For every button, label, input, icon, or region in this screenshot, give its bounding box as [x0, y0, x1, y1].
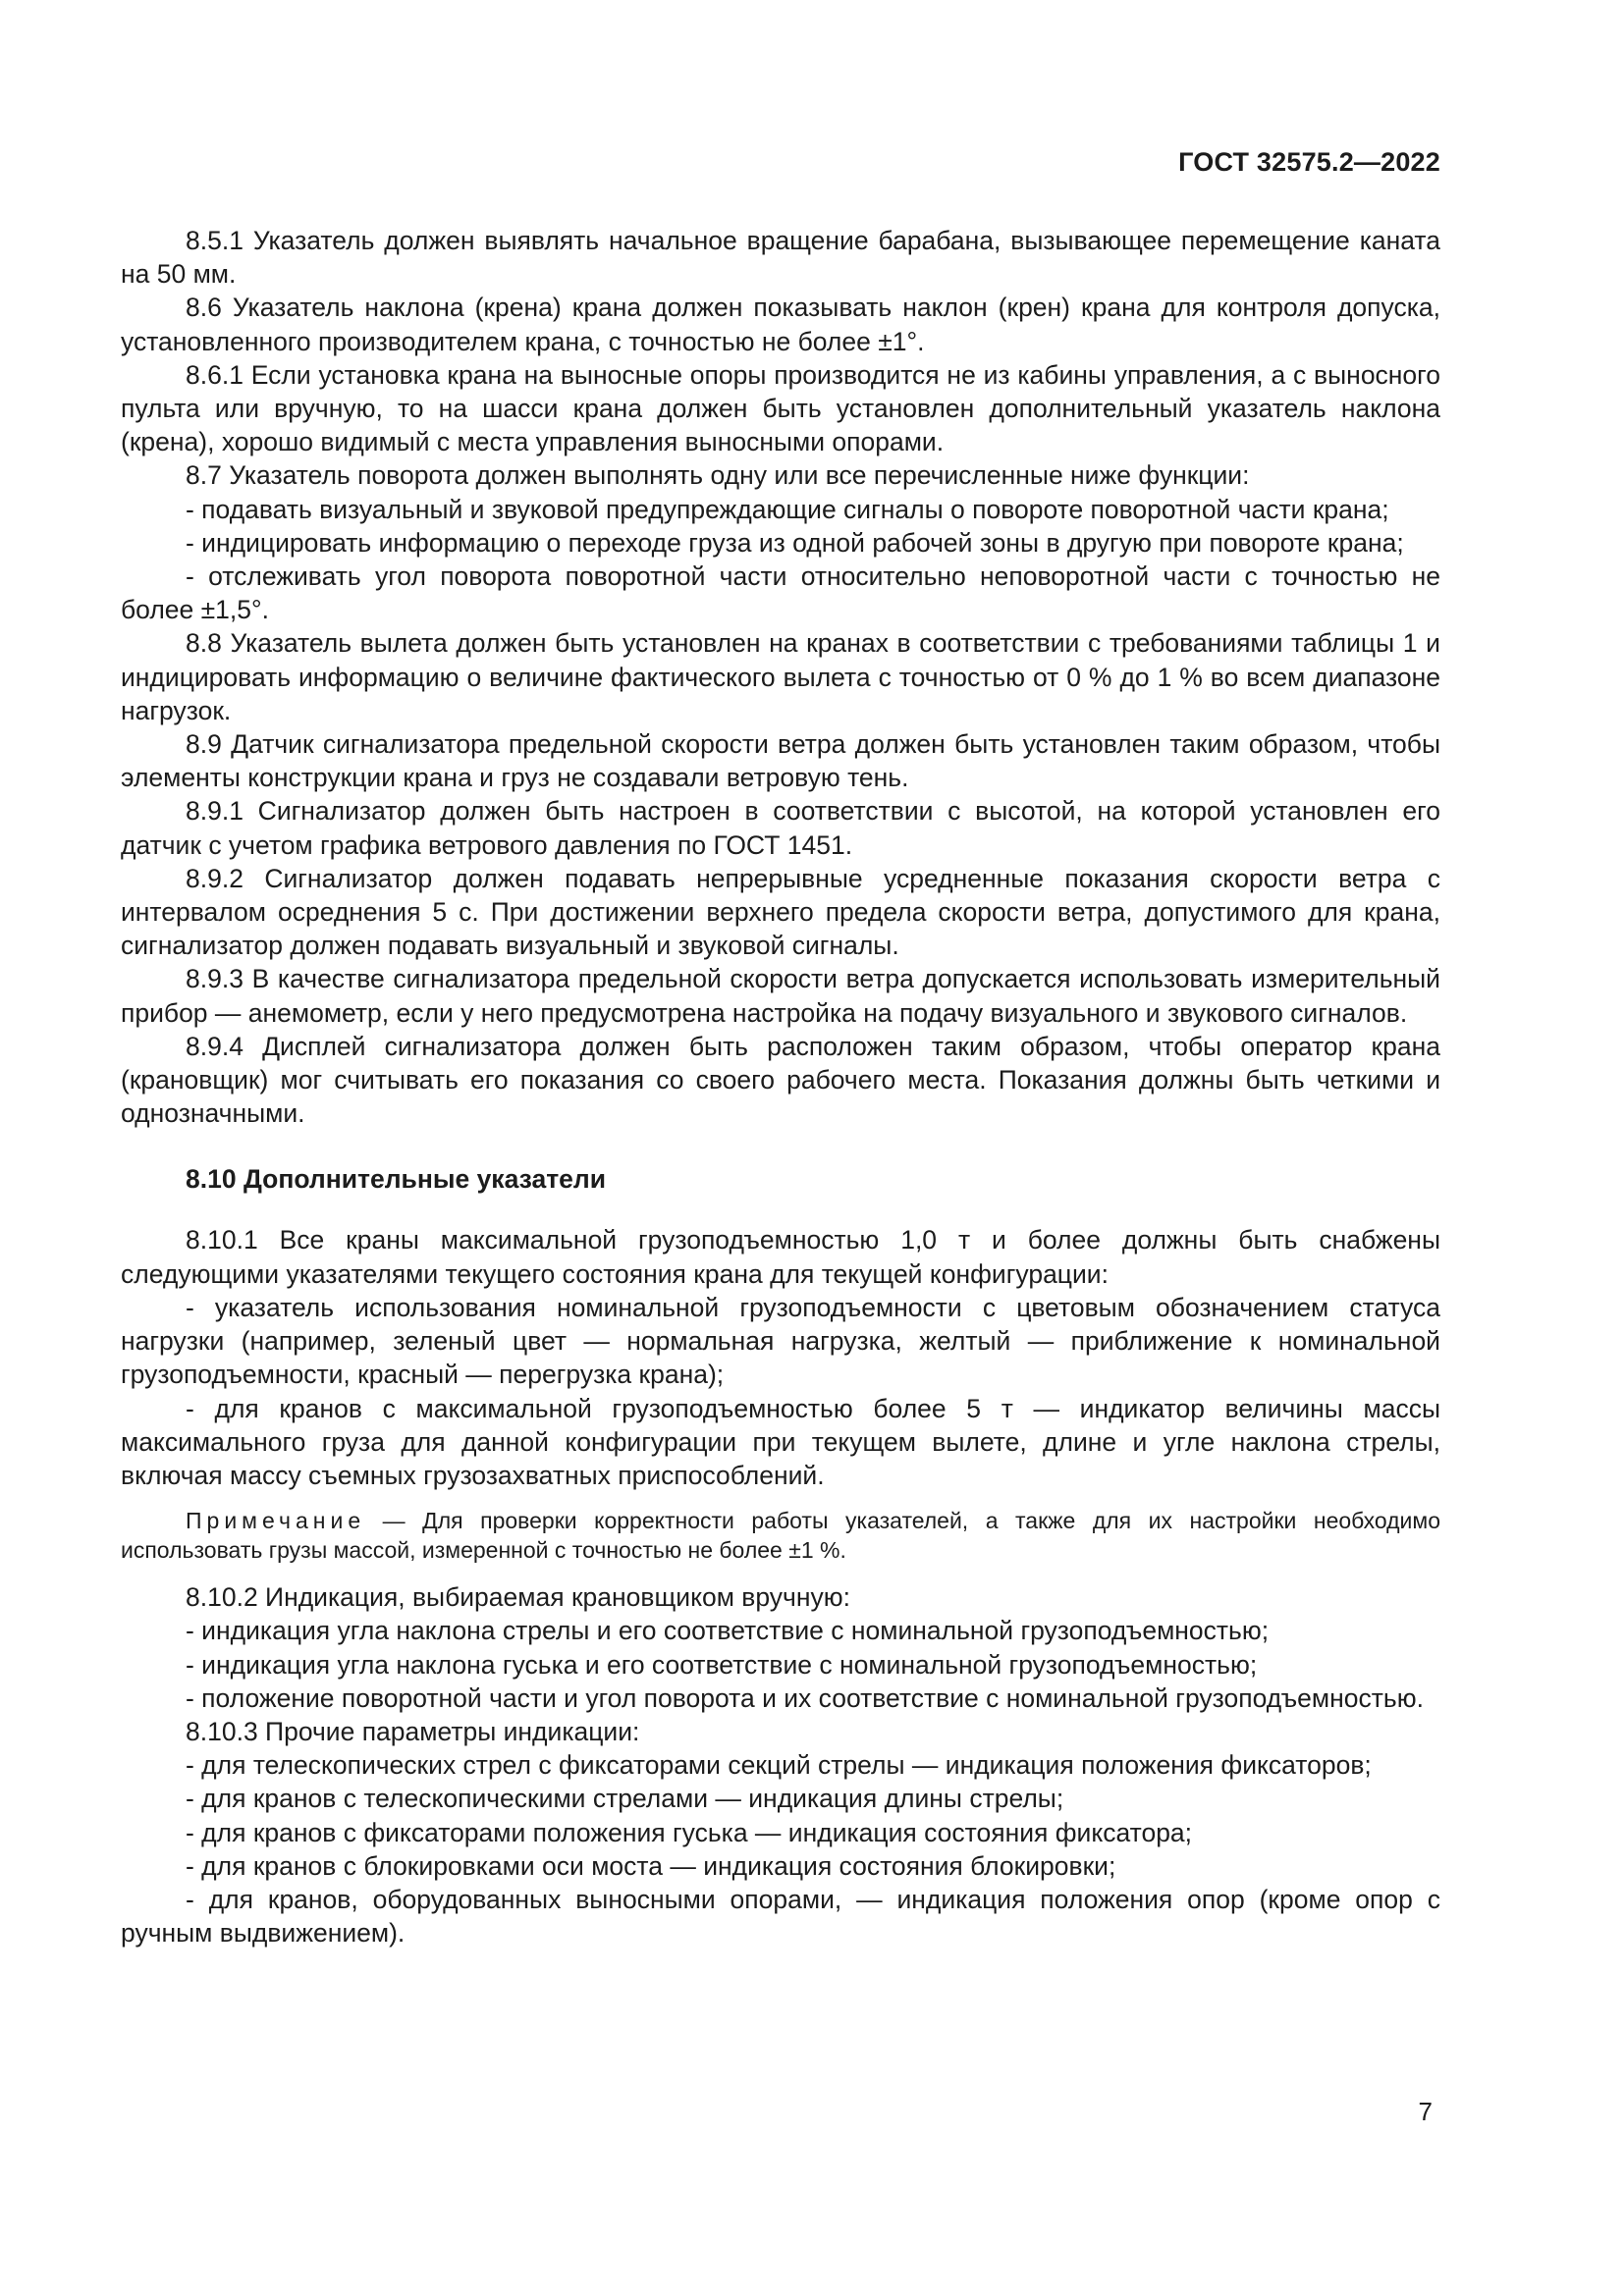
paragraph-8-10-1: 8.10.1 Все краны максимальной грузоподъемностью 1,0 т и более должны быть снабжены следующими указателями текущего состояния крана для текущей конфигурации: — [121, 1225, 1440, 1289]
list-item: - индикация угла наклона стрелы и его соответствие с номинальной грузоподъемностью; — [186, 1616, 1270, 1646]
list-item: - подавать визуальный и звуковой предупреждающие сигналы о повороте поворотной части крана; — [186, 494, 1389, 524]
standard-header: ГОСТ 32575.2—2022 — [1178, 147, 1440, 177]
list-item: - для кранов с блокировками оси моста — индикация состояния блокировки; — [186, 1850, 1116, 1881]
paragraph-8-5-1: 8.5.1 Указатель должен выявлять начальное вращение барабана, вызывающее перемещение каната на 50 мм. — [121, 226, 1440, 290]
list-item: - указатель использования номинальной грузоподъемности с цветовым обозначением статуса нагрузки (например, зеленый цвет — нормальная нагрузка, желтый — приближение к номинальной грузоподъемности, красный — перегрузка крана); — [121, 1292, 1440, 1390]
paragraph-8-10-2: 8.10.2 Индикация, выбираемая крановщиком вручную: — [186, 1582, 850, 1613]
paragraph-8-10-3: 8.10.3 Прочие параметры индикации: — [186, 1716, 640, 1746]
list-item: - для кранов с телескопическими стрелами — индикация длины стрелы; — [186, 1784, 1064, 1814]
paragraph-8-8: 8.8 Указатель вылета должен быть установлен на кранах в соответствии с требованиями таблицы 1 и индицировать информацию о величине фактического вылета с точностью от 0 % до 1 % во всем диапазоне нагрузок. — [121, 628, 1440, 725]
paragraph-8-7: 8.7 Указатель поворота должен выполнять одну или все перечисленные ниже функции: — [186, 460, 1250, 491]
note-label: Примечание — [186, 1508, 366, 1534]
list-item: - для кранов с фиксаторами положения гуська — индикация состояния фиксатора; — [186, 1817, 1193, 1847]
paragraph-8-9-4: 8.9.4 Дисплей сигнализатора должен быть расположен таким образом, чтобы оператор крана (крановщик) мог считывать его показания со своего рабочего места. Показания должны быть четкими и однозначными. — [121, 1031, 1440, 1129]
list-item: - индицировать информацию о переходе груза из одной рабочей зоны в другую при повороте крана; — [186, 527, 1404, 558]
page-number: 7 — [1418, 2097, 1433, 2126]
paragraph-8-9-1: 8.9.1 Сигнализатор должен быть настроен в соответствии с высотой, на которой установлен его датчик с учетом графика ветрового давления по ГОСТ 1451. — [121, 796, 1440, 860]
list-item: - отслеживать угол поворота поворотной части относительно неповоротной части с точностью не более ±1,5°. — [121, 561, 1440, 625]
list-item: - индикация угла наклона гуська и его соответствие с номинальной грузоподъемностью; — [186, 1649, 1258, 1680]
paragraph-8-6-1: 8.6.1 Если установка крана на выносные опоры производится не из кабины управления, а с выносного пульта или вручную, то на шасси крана должен быть установлен дополнительный указатель наклона (крена), хорошо видимый с места управления выносными опорами. — [121, 359, 1440, 457]
list-item: - для кранов, оборудованных выносными опорами, — индикация положения опор (кроме опор с ручным выдвижением). — [121, 1884, 1440, 1949]
list-item: - положение поворотной части и угол поворота и их соответствие с номинальной грузоподъемностью. — [186, 1682, 1424, 1713]
section-heading-8-10: 8.10 Дополнительные указатели — [186, 1164, 607, 1195]
paragraph-8-6: 8.6 Указатель наклона (крена) крана должен показывать наклон (крен) крана для контроля допуска, установленного производителем крана, с точностью не более ±1°. — [121, 293, 1440, 356]
note-text: — Для проверки корректности работы указателей, а также для их настройки необходимо использовать грузы массой, измеренной с точностью не более ±1 %. — [121, 1508, 1440, 1564]
paragraph-8-9: 8.9 Датчик сигнализатора предельной скорости ветра должен быть установлен таким образом, чтобы элементы конструкции крана и груз не создавали ветровую тень. — [121, 729, 1440, 793]
list-item: - для кранов с максимальной грузоподъемностью более 5 т — индикатор величины массы максимального груза для данной конфигурации при текущем вылете, длине и угле наклона стрелы, включая массу съемных грузозахватных приспособлений. — [121, 1393, 1440, 1490]
paragraph-8-9-2: 8.9.2 Сигнализатор должен подавать непрерывные усредненные показания скорости ветра с интервалом осреднения 5 с. При достижении верхнего предела скорости ветра, допустимого для крана, сигнализатор должен подавать визуальный и звуковой сигналы. — [121, 863, 1440, 961]
paragraph-8-9-3: 8.9.3 В качестве сигнализатора предельной скорости ветра допускается использовать измерительный прибор — анемометр, если у него предусмотрена настройка на подачу визуального и звукового сигналов. — [121, 964, 1440, 1028]
list-item: - для телескопических стрел с фиксаторами секций стрелы — индикация положения фиксаторов; — [186, 1750, 1372, 1781]
note-paragraph — [121, 1506, 1440, 1565]
document-body — [121, 224, 1440, 1949]
